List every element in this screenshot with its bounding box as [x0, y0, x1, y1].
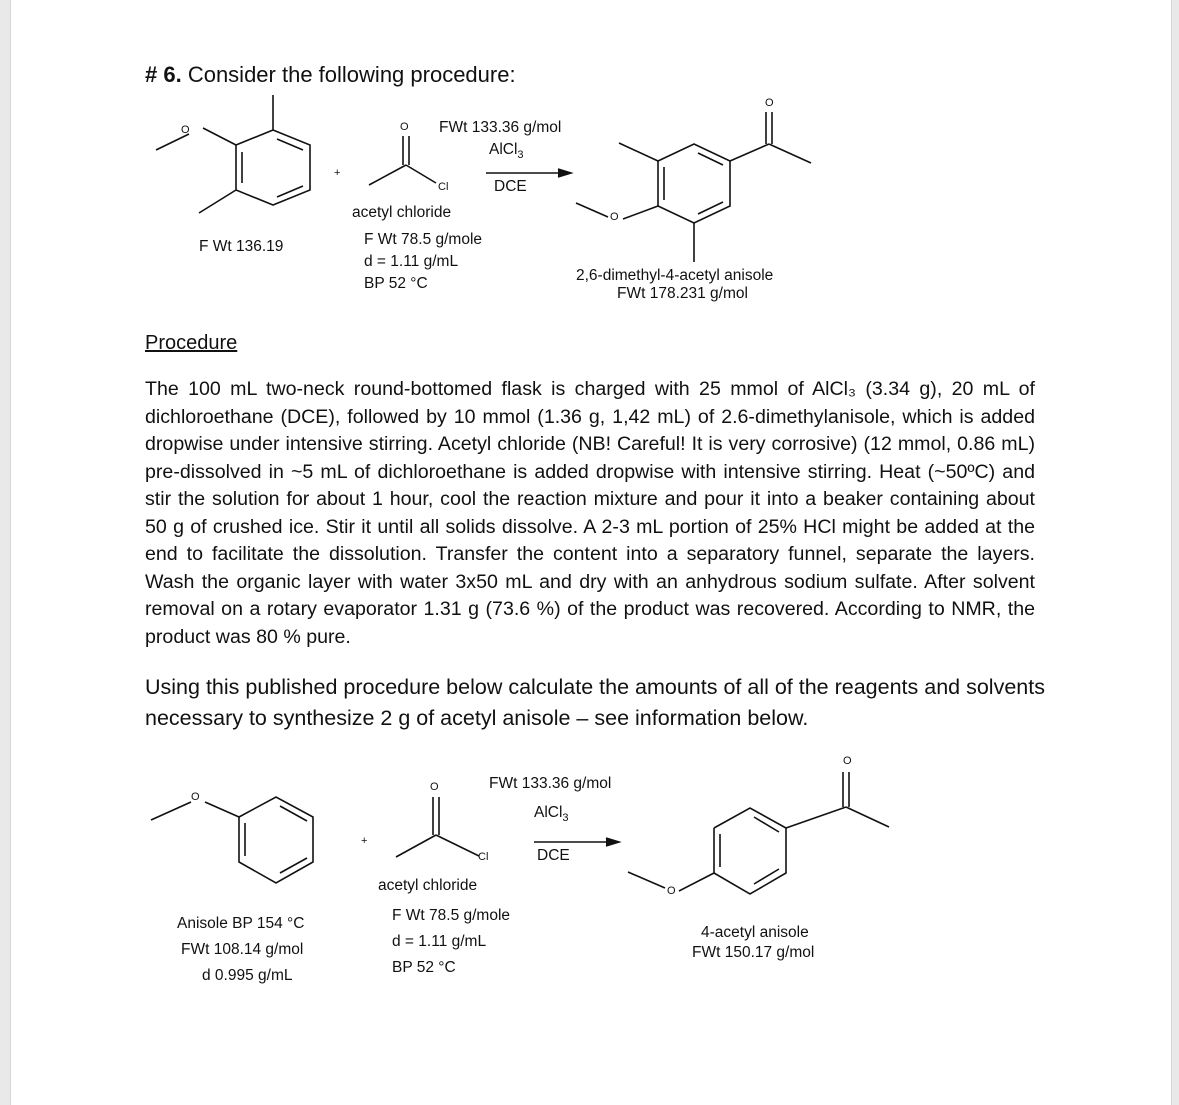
- catalyst2-subscript: 3: [562, 812, 569, 825]
- product1-carbonyl-oxygen: O: [765, 97, 774, 109]
- sm1-fwt: F Wt 136.19: [199, 238, 284, 255]
- reagent2-oxygen-label: O: [430, 781, 439, 793]
- catalyst1-subscript: 3: [517, 149, 524, 162]
- task-instructions: Using this published procedure below calculate the amounts of all of the reagents and solvents necessary to synthesize 2 g of acetyl anisole – see information below.: [145, 675, 1045, 730]
- solvent2-label: DCE: [537, 847, 570, 864]
- reaction-arrow-2: [534, 838, 619, 846]
- catalyst2-label: [534, 804, 569, 824]
- catalyst1-formula: AlCl: [489, 141, 518, 158]
- catalyst2-fwt: FWt 133.36 g/mol: [489, 775, 612, 792]
- question-prompt: Consider the following procedure:: [187, 62, 516, 87]
- acetylanisole-structure: [628, 772, 889, 894]
- reagent1-name: acetyl chloride: [352, 204, 452, 221]
- product2-carbonyl-oxygen: O: [843, 755, 852, 767]
- reagent1-oxygen-label: O: [400, 121, 409, 133]
- reagent2-name: acetyl chloride: [378, 877, 478, 894]
- dimethylanisole-structure: [156, 95, 310, 213]
- product2-name: 4-acetyl anisole: [701, 924, 809, 941]
- dimethylacetylanisole-structure: [576, 112, 811, 262]
- reaction-arrow-1: [486, 169, 571, 177]
- anisole-density: d 0.995 g/mL: [202, 967, 293, 984]
- reagent1-bp: BP 52 °C: [364, 275, 428, 292]
- acetyl-chloride-structure-1: [369, 136, 436, 185]
- reagent2-chlorine-label: Cl: [478, 851, 489, 863]
- reagent2-fwt: F Wt 78.5 g/mole: [392, 907, 511, 924]
- procedure-text: The 100 mL two-neck round-bottomed flask is charged with 25 mmol of AlCl₃ (3.34 g), 20 mL of dichloroethane (DCE), followed by 10 mmol (1.36 g, 1,42 mL) of 2.6-dimethylanisole, which is added dropwise under intensive stirring. Acetyl chloride (NB! Careful! It is very corrosive) (12 mmol, 0.86 mL) pre-dissolved in ~5 mL of dichloroethane is added dropwise with intensive stirring. Heat (~50ºC) and stir the solution for about 1 hour, cool the reaction mixture and pour it into a beaker containing about 50 g of crushed ice. Stir it until all solids dissolve. A 2-3 mL portion of 25% HCl might be added at the end to facilitate the dissolution. Transfer the content into a separatory funnel, separate the layers. Wash the organic layer with water 3x50 mL and dry with an anhydrous sodium sulfate. After solvent removal on a rotary evaporator 1.31 g (73.6 %) of the product was recovered. According to NMR, the product was 80 % pure.: [145, 378, 1035, 648]
- product1-ether-oxygen: O: [610, 211, 619, 223]
- product2-ether-oxygen: O: [667, 885, 676, 897]
- catalyst1-label: [489, 141, 524, 161]
- solvent1-label: DCE: [494, 178, 527, 195]
- reagent1-fwt: F Wt 78.5 g/mole: [364, 231, 483, 248]
- reagent2-bp: BP 52 °C: [392, 959, 456, 976]
- sm1-oxygen-label: O: [181, 124, 190, 136]
- product1-name: 2,6-dimethyl-4-acetyl anisole: [576, 267, 774, 284]
- anisole-oxygen-label: O: [191, 791, 200, 803]
- catalyst2-formula: AlCl: [534, 804, 563, 821]
- anisole-structure: [151, 797, 313, 883]
- product1-fwt: FWt 178.231 g/mol: [617, 285, 748, 302]
- plus-sign-2: +: [361, 835, 368, 847]
- acetyl-chloride-structure-2: [396, 797, 479, 857]
- plus-sign-1: +: [334, 167, 341, 179]
- reagent1-chlorine-label: Cl: [438, 181, 449, 193]
- reagent1-density: d = 1.11 g/mL: [364, 253, 459, 270]
- reagent2-density: d = 1.11 g/mL: [392, 933, 487, 950]
- document-page: [10, 0, 1172, 1105]
- question-number: # 6.: [145, 62, 182, 87]
- product2-fwt: FWt 150.17 g/mol: [692, 944, 815, 961]
- catalyst1-fwt: FWt 133.36 g/mol: [439, 119, 562, 136]
- procedure-heading: Procedure: [145, 332, 238, 354]
- anisole-bp: Anisole BP 154 °C: [177, 915, 305, 932]
- anisole-fwt: FWt 108.14 g/mol: [181, 941, 304, 958]
